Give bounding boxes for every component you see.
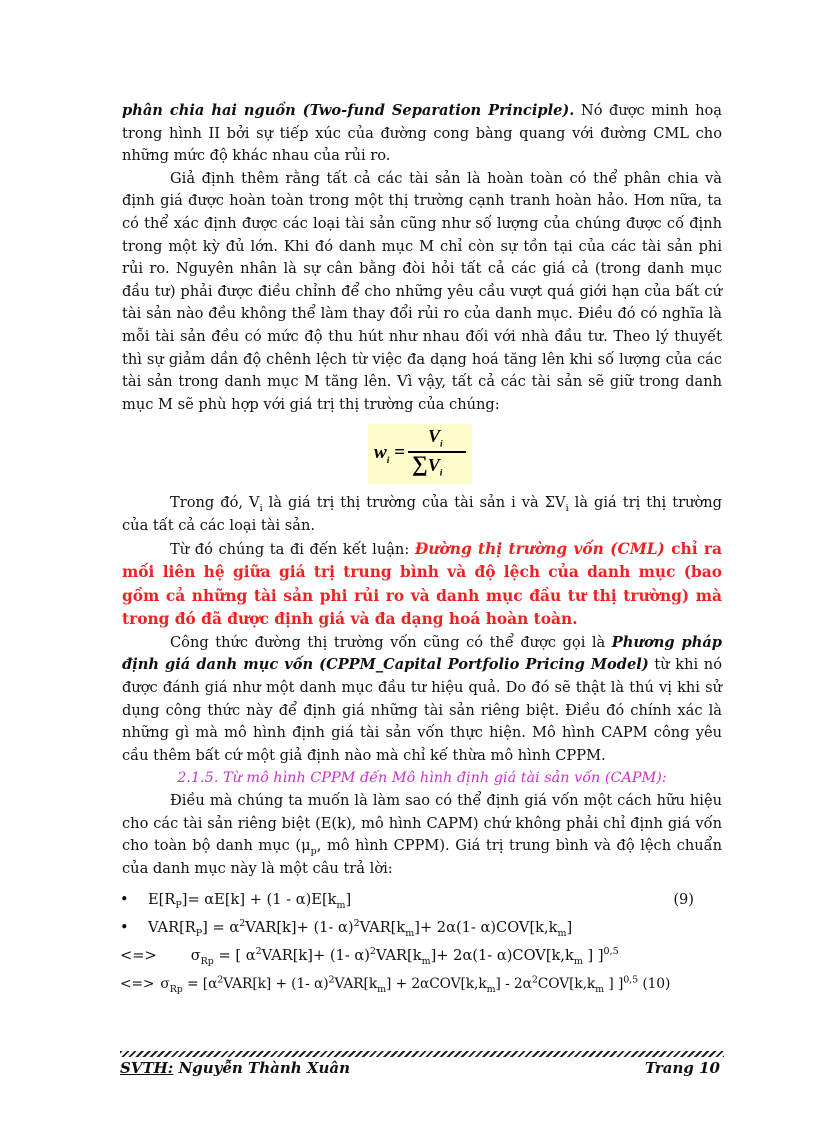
formula-w: w [374,442,387,464]
var-f: ] [566,919,573,937]
s1-sub: Rp [200,956,214,968]
s2-sup4: 2 [531,974,538,986]
s2-b: VAR[k] + (1- α) [223,976,329,993]
s1-sub3: m [573,956,583,968]
s2-sub: Rp [169,984,183,996]
e9-a: E[R [148,891,176,909]
bullet-icon: • [120,919,129,937]
s1-b: VAR[k]+ (1- α) [261,947,370,965]
cppm-term: Phương pháp định giá danh mục vốn (CPPM_Capital Portfolio Pricing Model) [122,633,722,674]
equation-9-expr [148,886,351,914]
e9-c: ] [345,891,352,909]
p3-c: là giá trị thị trường của tất cả các loại tài sản. [122,494,722,534]
s2-c: VAR[k [334,976,378,993]
s1-a: = [ α [213,947,256,965]
equation-sigma-1 [122,942,722,970]
s2-d: ] + 2αCOV[k,k [386,976,487,993]
s2-sup5: 0,5 [623,974,639,986]
s2-arrow: <=> [120,976,155,993]
p5-a: Công thức đường thị trường vốn cũng có thể được gọi là [170,633,612,651]
var-d: VAR[k [359,919,406,937]
sum-symbol: ∑ [412,451,428,477]
var-e: ]+ 2α(1- α)COV[k,k [414,919,558,937]
var-sub2: m [405,928,415,940]
s2-sub2: m [377,984,386,996]
paragraph-4 [122,538,722,632]
principle-term: phân chia hai nguồn (Two-fund Separation Principle). [122,102,575,119]
formula-num-sub: i [440,439,443,450]
footer-divider [120,1051,724,1057]
p6-a: Điều mà chúng ta muốn là làm sao có thể định giá vốn một cách hữu hiệu cho các tài sản riêng biệt (E(k), mô hình CAPM) chứ không phải chỉ định giá vốn cho toàn bộ danh mục (μ [122,792,722,855]
formula-numerator [428,425,443,448]
footer-page-number: Trang 10 [644,1059,720,1077]
variance-expr [148,914,572,942]
s2-e: ] - 2α [495,976,532,993]
equation-9 [122,886,722,914]
section-heading: 2.1.5. Từ mô hình CPPM đến Mô hình định giá tài sản vốn (CAPM): [177,770,667,787]
s1-sub2: m [421,956,431,968]
bullet-icon: • [120,891,129,909]
s1-sup3: 0,5 [603,946,619,958]
var-a: VAR[R [148,919,196,937]
p3-sub-1: i [259,503,263,515]
equation-variance [122,914,722,942]
s1-c: VAR[k [375,947,422,965]
s1-e: ] ] [582,947,604,965]
paragraph-1 [122,100,722,168]
s1-sup1: 2 [255,946,262,958]
var-sub3: m [557,928,567,940]
var-sub: P [195,928,203,940]
s2-sub4: m [595,984,605,996]
p4-intro: Từ đó chúng ta đi đến kết luận: [170,540,415,558]
weight-formula [368,424,472,484]
p6-b: , mô hình CPPM). Giá trị trung bình và độ lệch chuẩn của danh mục này là một câu trả lời: [122,837,722,877]
p5-b: từ khi nó được đánh giá như một danh mục đầu tư hiệu quả. Do đó sẽ thật là thú vị khi sử dụng công thức này để định giá những tài sản riêng biệt. Điều đó chính xác là những gì mà mô hình định giá tài sản vốn thực hiện. Mô hình CAPM công yêu cầu thêm bất cứ một giả định nào mà chỉ kế thừa mô hình CPPM. [122,656,722,764]
s1-d: ]+ 2α(1- α)COV[k,k [430,947,574,965]
paragraph-5 [122,632,722,768]
equation-10-number: (10) [638,976,671,993]
sigma-1-expr [120,942,619,970]
equation-9-number: (9) [673,891,694,909]
s1-arrow: <=> [120,947,157,965]
paragraph-1-text: Nó được minh hoạ trong hình II bởi sự tiếp xúc của đường cong bàng quang với đường CML cho những mức độ khác nhau của rủi ro. [122,102,722,165]
s2-sigma: σ [160,976,170,993]
s1-sup2: 2 [369,946,376,958]
footer-author [120,1059,350,1077]
var-sup1: 2 [239,918,246,930]
body-text [122,100,722,998]
s2-sup1: 2 [217,974,224,986]
conclusion-text: chỉ ra mối liên hệ giữa giá trị trung bình và độ lệch của danh mục (bao gồm cả những tài sản phi rủi ro và danh mục đầu tư thị trường) mà trong đó đã được định giá và đa dạng hoá hoàn toàn. [122,539,722,629]
paragraph-6 [122,790,722,880]
var-c: VAR[k]+ (1- α) [245,919,354,937]
paragraph-3 [122,492,722,537]
p3-a: Trong đó, V [170,494,260,512]
s2-sub3: m [486,984,496,996]
e9-sub2: m [336,900,346,912]
e9-sub: P [175,900,182,912]
formula-den-v: V [427,455,440,476]
s2-sup2: 2 [328,974,335,986]
p3-b: là giá trị thị trường của tài sản i và ΣV [262,494,566,512]
formula-equals: = [389,442,405,464]
formula-den-sub: i [439,468,443,479]
s2-g: ] ] [604,976,624,993]
paragraph-2: Giả định thêm rằng tất cả các tài sản là hoàn toàn có thể phân chia và định giá được hoàn toàn trong một thị trường cạnh tranh hoàn hảo. Hơn nữa, ta có thể xác định được các loại tài sản cũng như số lượng của chúng được cố định trong một kỳ đủ lớn. Khi đó danh mục M chỉ còn sự tồn tại của các tài sản phi rủi ro. Nguyên nhân là sự cân bằng đòi hỏi tất cả các giá cả (trong danh mục đầu tư) phải được điều chỉnh để cho những yêu cầu vượt quá giới hạn của bất cứ tài sản nào đều không thể làm thay đổi rủi ro của danh mục. Điều đó có nghĩa là mỗi tài sản đều có mức độ thu hút như nhau đối với nhà đầu tư. Theo lý thuyết thì sự giảm dần độ chênh lệch từ việc đa dạng hoá tăng lên khi số lượng của các tài sản trong danh mục M tăng lên. Vì vậy, tất cả các tài sản sẽ giữ trong danh mục M sẽ phù hợp với giá trị thị trường của chúng: [122,169,722,413]
var-b: ] = α [202,919,240,937]
equation-10 [122,970,722,998]
s2-a: = [α [182,976,218,993]
p3-sub-2: i [565,503,569,515]
footer-label: SVTH: [120,1059,174,1077]
var-sup2: 2 [353,918,360,930]
formula-lhs [374,442,405,465]
s1-sigma: σ [190,947,201,965]
p6-sub: p [310,846,317,858]
formula-num-v: V [428,426,441,447]
cml-term: Đường thị trường vốn (CML) [414,539,665,558]
equation-10-expr [120,970,670,998]
formula-denominator [412,453,442,477]
e9-b: ]= αE[k] + (1 - α)E[k [181,891,337,909]
formula-w-sub: i [386,456,390,467]
footer-name: Nguyễn Thành Xuân [173,1059,351,1077]
s2-f: COV[k,k [537,976,596,993]
